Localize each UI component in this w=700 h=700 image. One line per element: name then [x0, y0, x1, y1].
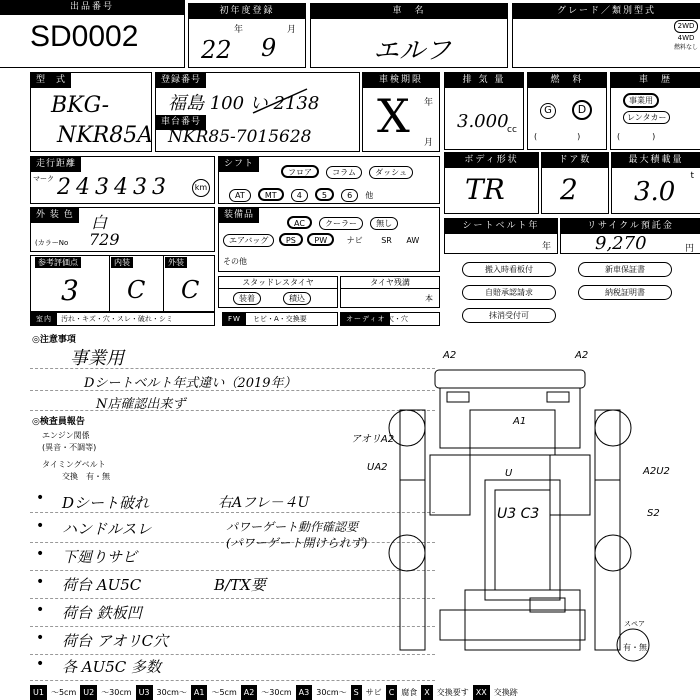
- diag-label-s2: S2: [647, 508, 660, 519]
- report-right-2: パワーゲート動作確認要: [226, 520, 359, 534]
- grade-divider-1: [109, 256, 110, 311]
- legend-desc-7: サビ: [365, 688, 382, 697]
- lot-header: 出品番号: [0, 0, 184, 15]
- legend-desc-1: ～5cm: [50, 688, 77, 697]
- grade-int-header: 内装: [111, 257, 133, 268]
- first-reg-month-label: 月: [287, 25, 297, 35]
- fuel-paren: ( ): [534, 132, 581, 141]
- equip-sr: SR: [381, 236, 392, 245]
- studless-loaded: 積込: [283, 292, 311, 305]
- cab-body: [440, 388, 580, 448]
- bullet-4: •: [36, 574, 45, 590]
- diag-label-ua2: UA2: [367, 462, 388, 473]
- interior-label: 室内: [31, 313, 57, 325]
- report-item-3: 下廻りサビ: [62, 548, 138, 566]
- shift-gear-row: [229, 183, 373, 202]
- tire-depth-box: [340, 276, 440, 308]
- diag-label-a1: A1: [513, 416, 527, 427]
- studless-box: [218, 276, 338, 308]
- tire-depth-header: タイヤ残溝: [341, 277, 439, 289]
- engine-sub: (異音・不調等): [42, 443, 97, 452]
- legend-code-8: C: [386, 685, 398, 700]
- doc-tax: 納税証明書: [578, 285, 672, 300]
- model-header: 型 式: [31, 73, 71, 88]
- studless-mounted: 装着: [233, 292, 261, 305]
- diag-label-a2-left: A2: [443, 350, 457, 361]
- shift-column: コラム: [326, 166, 362, 179]
- grade-divider-2: [163, 256, 164, 311]
- bullet-3: •: [36, 546, 45, 562]
- bullet-6: •: [36, 630, 45, 646]
- model-line1: BKG-: [51, 93, 110, 118]
- equip-navi: ナビ: [346, 236, 363, 245]
- equip-ac: AC: [287, 216, 312, 229]
- interior-bar: [30, 312, 215, 326]
- doors-header: ドア数: [542, 153, 608, 168]
- legend-code-7: S: [351, 685, 362, 700]
- registration-header: 登録番号: [156, 73, 206, 88]
- body-value: TR: [465, 173, 505, 206]
- mileage-box: [30, 156, 215, 204]
- spare-label: スペア: [624, 620, 645, 628]
- color-box: [30, 207, 215, 252]
- legend-code-6: A3: [296, 685, 313, 700]
- shift-other: 他: [365, 191, 374, 200]
- first-reg-header: 初年度登録: [189, 4, 305, 19]
- displacement-box: [444, 72, 524, 150]
- shift-4: 4: [291, 189, 308, 202]
- bullet-2: •: [36, 518, 45, 534]
- audio-bar: [340, 312, 440, 326]
- notes-header: ◎注意事項: [32, 335, 76, 345]
- seatbelt-header: シートベルト年: [445, 219, 557, 234]
- equipment-row2: [223, 233, 423, 247]
- wheel-fl: [389, 410, 425, 446]
- inspection-header: 車検期限: [363, 73, 439, 88]
- fuel-header: 燃 料: [528, 73, 606, 88]
- body-box: [444, 152, 539, 214]
- grade-box: [512, 3, 700, 68]
- audio-items: 欠・穴: [387, 315, 408, 323]
- shift-mt: MT: [258, 188, 284, 201]
- legend-desc-4: ～5cm: [211, 688, 237, 697]
- color-value: 白: [91, 213, 108, 232]
- doors-box: [541, 152, 609, 214]
- bullet-5: •: [36, 602, 45, 618]
- legend-desc-8: 腐食: [401, 688, 418, 697]
- displacement-value: 3.000: [457, 111, 509, 132]
- model-box: [30, 72, 152, 152]
- inspector-header: ◎検査員報告: [32, 417, 85, 427]
- diag-label-u: U: [505, 468, 513, 479]
- rear-gate: [440, 610, 585, 640]
- car-name-value: エルフ: [373, 36, 452, 66]
- legend-code-4: A1: [191, 685, 208, 700]
- legend-desc-10: 交換跡: [493, 688, 518, 697]
- seatbelt-box: [444, 218, 558, 254]
- first-reg-month: 9: [261, 34, 277, 62]
- car-type-paren: ( ): [617, 132, 656, 141]
- car-name-header: 車 名: [311, 4, 507, 19]
- cab-roof: [435, 370, 585, 388]
- doc-insurance: 自賠承認請求: [462, 285, 556, 300]
- legend-desc-5: ～30cm: [261, 688, 292, 697]
- interior-items: 汚れ・キズ・穴・スレ・破れ・シミ: [61, 315, 173, 323]
- spare-value: 有・無: [623, 643, 647, 652]
- drive-2wd: 2WD: [674, 20, 698, 33]
- grade-eval-header: 参考評価点: [35, 257, 81, 268]
- grade-ext-header: 外装: [165, 257, 187, 268]
- equip-airbag: エアバッグ: [223, 234, 274, 247]
- recycle-value: 9,270: [595, 233, 647, 254]
- lot-box: [0, 0, 185, 68]
- capacity-box: [611, 152, 700, 214]
- legend-desc-6: 30cm～: [316, 688, 347, 697]
- car-type-header: 車 歴: [611, 73, 700, 88]
- report-item-5: 荷台 鉄板凹: [62, 604, 142, 622]
- equipment-box: [218, 207, 440, 272]
- legend-code-3: U3: [136, 685, 153, 700]
- color-code-label: (カラーNo: [35, 239, 69, 247]
- capacity-header: 最大積載量: [612, 153, 700, 168]
- first-reg-box: [188, 3, 306, 68]
- shift-at: AT: [229, 189, 251, 202]
- bed: [485, 480, 560, 600]
- capacity-unit: t: [690, 171, 694, 181]
- color-code: 729: [89, 230, 120, 249]
- door-right: [550, 455, 590, 515]
- fuel-note: 燃料なし: [674, 44, 699, 51]
- truck-diagram: [345, 340, 700, 685]
- timing-label: タイミングベルト: [42, 460, 106, 469]
- report-item-1: Dシート破れ: [62, 494, 150, 512]
- diag-label-u3c3: U3 C3: [497, 506, 540, 522]
- fw-label: FW: [223, 313, 246, 325]
- report-right-1: 右Aフレ－４U: [218, 495, 310, 511]
- rear-section: [465, 590, 580, 650]
- seatbelt-year-label: 年: [541, 242, 551, 252]
- doc-signboard: 搬入時看板付: [462, 262, 556, 277]
- grades-box: [30, 255, 215, 312]
- recycle-box: [560, 218, 700, 254]
- legend-bar: [30, 685, 700, 700]
- car-name-box: [310, 3, 508, 68]
- color-header: 外 装 色: [31, 208, 79, 223]
- mileage-unit: km: [192, 179, 210, 197]
- inspection-month-label: 月: [423, 138, 433, 148]
- diag-label-aori: アオリA2: [351, 434, 395, 445]
- meter-label: マーク: [33, 175, 54, 183]
- shift-box: [218, 156, 440, 204]
- doors-value: 2: [560, 173, 578, 206]
- report-item-7: 各 AU5C 多数: [62, 658, 162, 676]
- diag-label-a2-right: A2: [575, 350, 589, 361]
- equipment-row1: [287, 211, 400, 230]
- chassis-value: NKR85-7015628: [168, 127, 312, 147]
- chassis-header: 車台番号: [156, 115, 206, 130]
- first-reg-year-label: 年: [234, 25, 244, 35]
- grade-header: グレード／類別型式: [513, 4, 700, 19]
- shift-header: シフト: [219, 157, 259, 172]
- note-1: 事業用: [70, 348, 124, 369]
- recycle-unit: 円: [684, 244, 694, 254]
- report-item-6: 荷台 アオリC穴: [62, 632, 169, 650]
- car-type-business: 事業用: [623, 93, 659, 108]
- registration-strike: [251, 87, 311, 115]
- equip-other-label: その他: [223, 257, 247, 266]
- mirror-left: [447, 392, 469, 402]
- mileage-header: 走行距離: [31, 157, 81, 172]
- inspection-box: [362, 72, 440, 152]
- report-right-4: B/TX要: [214, 576, 266, 594]
- bed-inner: [495, 490, 550, 590]
- audio-label: オーディオ: [341, 313, 390, 325]
- equip-cooler: クーラー: [319, 217, 363, 230]
- inspection-year-label: 年: [423, 98, 433, 108]
- displacement-header: 排 気 量: [445, 73, 523, 88]
- grade-int: C: [127, 276, 146, 304]
- legend-code-9: X: [421, 685, 432, 700]
- legend-desc-9: 交換要す: [436, 688, 469, 697]
- tire-depth-unit: 本: [425, 294, 433, 303]
- equip-pw: PW: [307, 233, 334, 246]
- shift-6: 6: [341, 189, 358, 202]
- body-header: ボディ形状: [445, 153, 538, 168]
- door-left: [430, 455, 470, 515]
- wheel-fr: [595, 410, 631, 446]
- fuel-option-g: G: [540, 103, 556, 119]
- shift-floor: フロア: [281, 165, 319, 178]
- drive-4wd: 4WD: [677, 34, 695, 42]
- equip-aw: AW: [406, 236, 420, 245]
- recycle-header: リサイクル預託金: [561, 219, 700, 234]
- shift-dash: ダッシュ: [369, 166, 413, 179]
- fuel-option-d: D: [572, 100, 592, 120]
- bullet-1: •: [36, 490, 45, 506]
- drive-selector: [674, 20, 698, 52]
- mileage-value: 243433: [57, 175, 171, 200]
- registration-value: 福島 100 い 2138: [168, 93, 320, 114]
- legend-code-2: U2: [80, 685, 97, 700]
- report-item-4: 荷台 AU5C: [62, 576, 142, 594]
- legend-code-1: U1: [30, 685, 47, 700]
- timing-sub: 交換 有・無: [62, 472, 110, 481]
- doc-deregister: 抹消受付可: [462, 308, 556, 323]
- fw-bar: [222, 312, 338, 326]
- shift-position-row: [281, 160, 415, 179]
- bullet-7: •: [36, 656, 45, 672]
- lot-number: SD0002: [30, 20, 139, 53]
- first-reg-year: 22: [201, 36, 232, 64]
- mirror-right: [547, 392, 569, 402]
- equip-ps: PS: [279, 233, 303, 246]
- note-2: Dシートベルト年式違い（2019年）: [84, 376, 297, 391]
- wheel-rr: [595, 535, 631, 571]
- inspection-mark: X: [377, 89, 410, 143]
- grade-eval: 3: [61, 274, 79, 307]
- legend-code-5: A2: [241, 685, 258, 700]
- model-line2: NKR85A: [57, 123, 154, 148]
- legend-code-10: XX: [473, 685, 490, 700]
- equip-none: 無し: [370, 217, 398, 230]
- equipment-header: 装備品: [219, 208, 259, 223]
- legend-desc-2: ～30cm: [101, 688, 132, 697]
- registration-box: [155, 72, 360, 152]
- note-3: N店確認出来ず: [96, 397, 186, 412]
- diag-label-a2u2: A2U2: [643, 466, 670, 477]
- fuel-box: [527, 72, 607, 150]
- report-item-2: ハンドルスレ: [62, 520, 152, 538]
- car-type-rental: レンタカー: [623, 111, 670, 124]
- engine-label: エンジン関係: [42, 431, 90, 440]
- wheel-rl: [389, 535, 425, 571]
- car-type-box: [610, 72, 700, 150]
- studless-header: スタッドレスタイヤ: [219, 277, 337, 289]
- report-right-3: (パワーゲート開けられず): [226, 536, 368, 550]
- grade-ext: C: [181, 276, 200, 304]
- doc-warranty: 新車保証書: [578, 262, 672, 277]
- legend-desc-3: 30cm～: [156, 688, 187, 697]
- displacement-unit: cc: [507, 125, 517, 135]
- shift-5: 5: [315, 188, 334, 201]
- capacity-value: 3.0: [634, 177, 676, 207]
- fw-items: ヒビ・A・交換要: [253, 315, 307, 323]
